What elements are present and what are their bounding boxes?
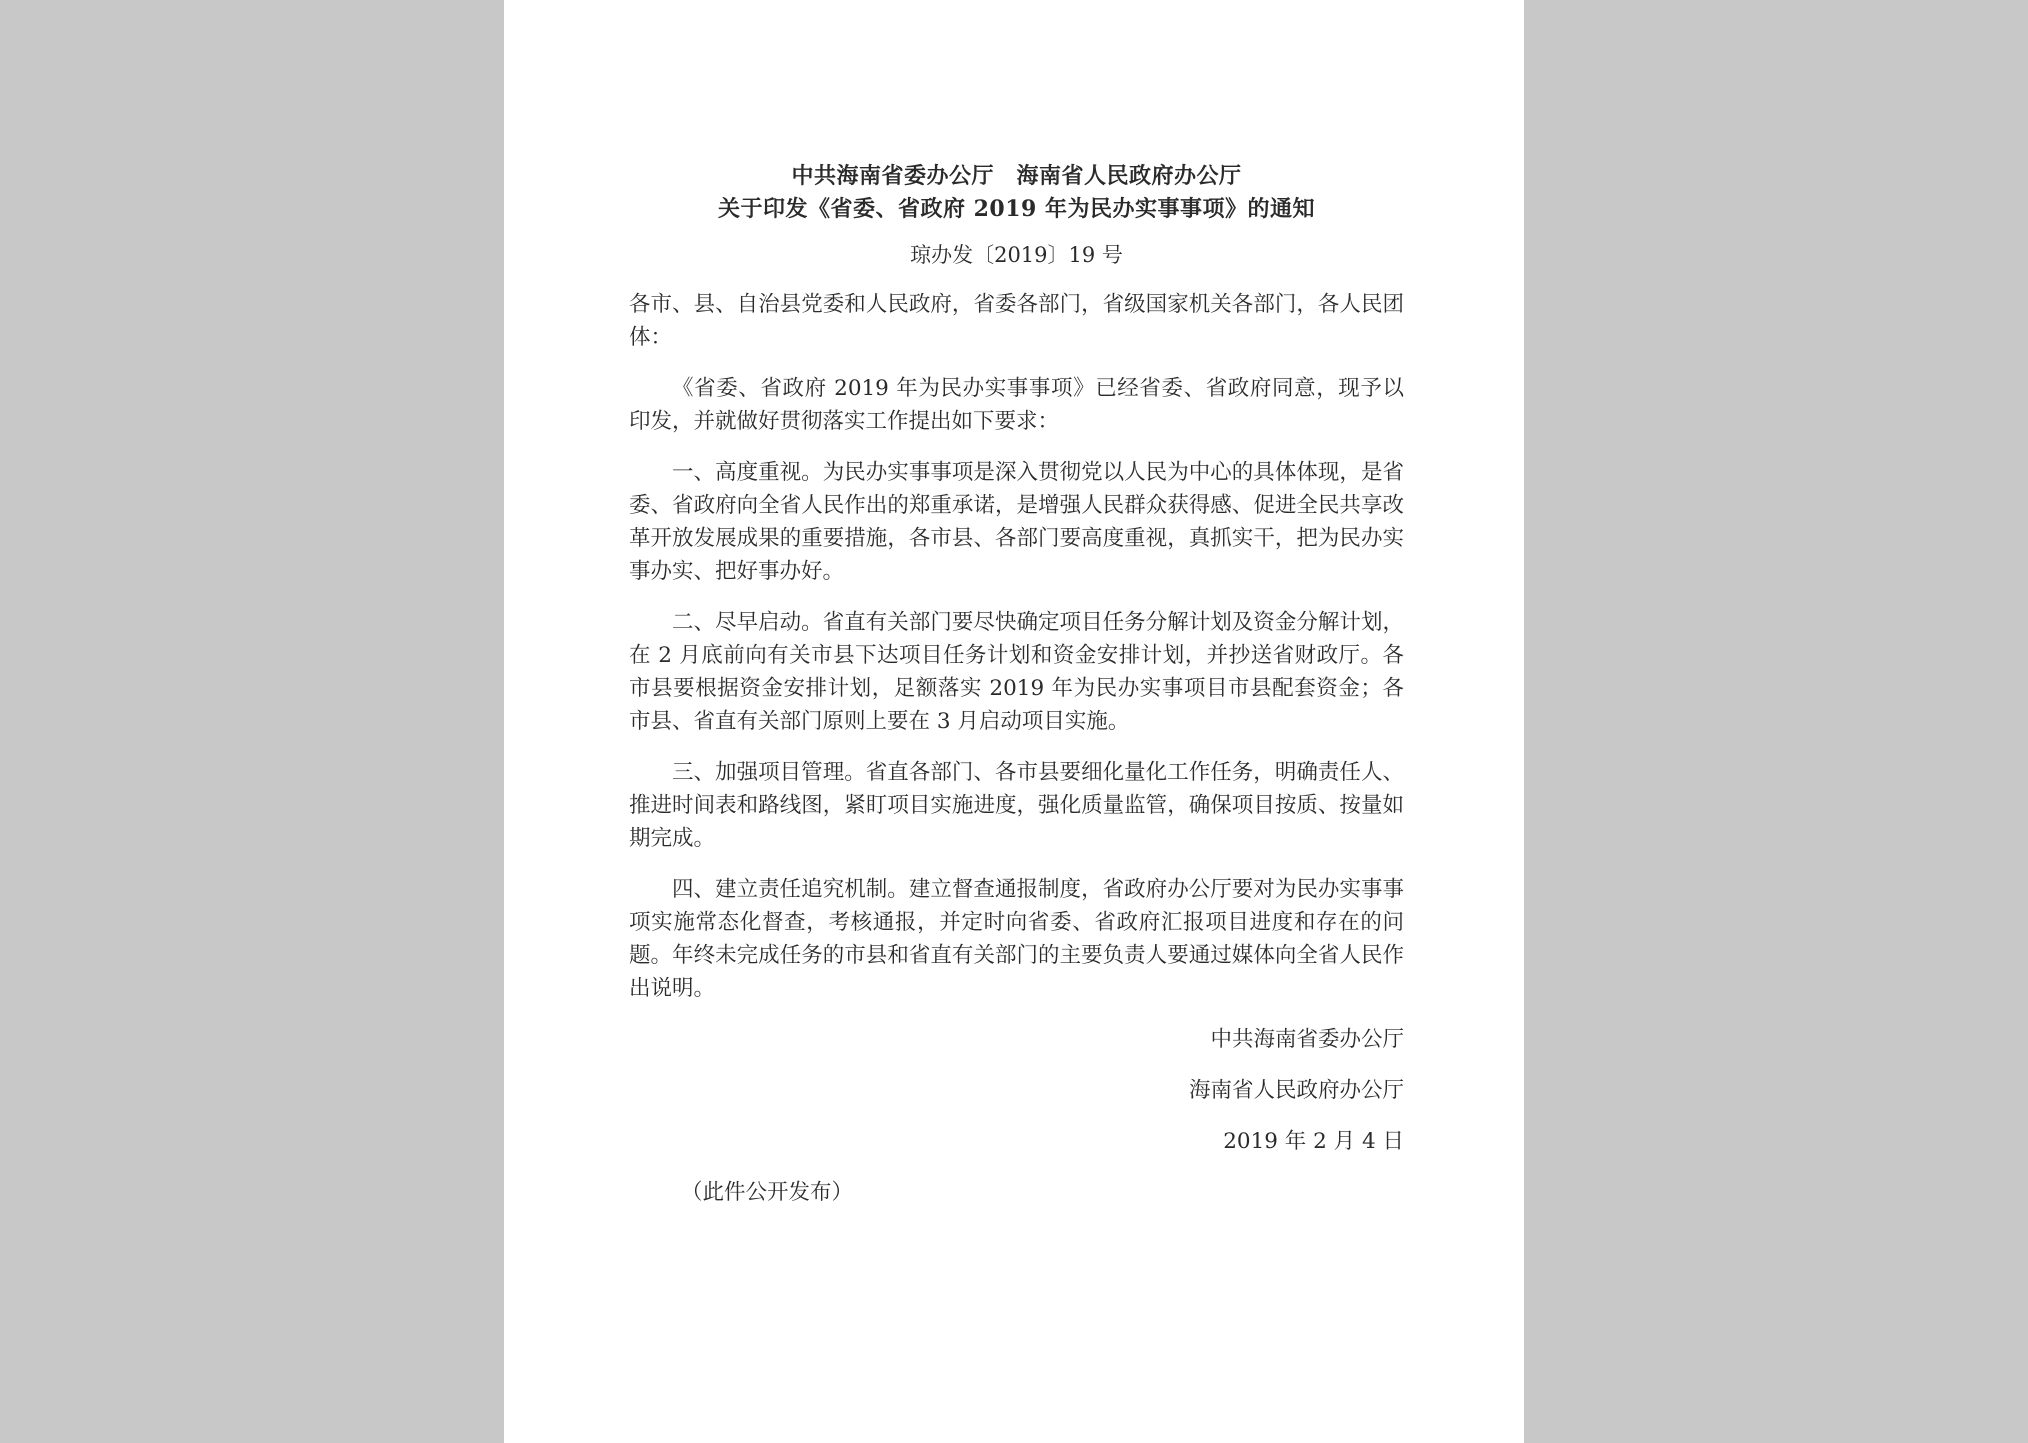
- recipients: 各市、县、自治县党委和人民政府，省委各部门，省级国家机关各部门，各人民团体：: [629, 292, 1404, 350]
- title-line-2: 关于印发《省委、省政府 2019 年为民办实事事项》的通知: [717, 196, 1316, 222]
- document-date: 2019 年 2 月 4 日: [1223, 1129, 1404, 1154]
- requirement-3: 三、加强项目管理。省直各部门、各市县要细化量化工作任务，明确责任人、推进时间表和路线图，紧盯项目实施进度，强化质量监管，确保项目按质、按量如期完成。: [629, 760, 1404, 851]
- title-line-1: 中共海南省委办公厅 海南省人民政府办公厅: [791, 163, 1242, 189]
- requirement-2: 二、尽早启动。省直有关部门要尽快确定项目任务分解计划及资金分解计划，在 2 月底前向有关市县下达项目任务计划和资金安排计划，并抄送省财政厅。各市县要根据资金安排计划，足额落实 2019 年为民办实事项目市县配套资金；各市县、省直有关部门原则上要在 3 月启动项目实施。: [629, 610, 1404, 734]
- signatory-provincial-committee-office: 中共海南省委办公厅: [1210, 1027, 1404, 1052]
- requirement-1: 一、高度重视。为民办实事事项是深入贯彻党以人民为中心的具体体现，是省委、省政府向全省人民作出的郑重承诺，是增强人民群众获得感、促进全民共享改革开放发展成果的重要措施，各市县、各部门要高度重视，真抓实干，把为民办实事办实、把好事办好。: [629, 460, 1404, 584]
- document-page: [504, 0, 1524, 1443]
- requirement-4: 四、建立责任追究机制。建立督查通报制度，省政府办公厅要对为民办实事事项实施常态化督查，考核通报，并定时向省委、省政府汇报项目进度和存在的问题。年终未完成任务的市县和省直有关部门的主要负责人要通过媒体向全省人民作出说明。: [629, 877, 1404, 1001]
- document-content: [629, 150, 1404, 1209]
- signatory-provincial-government-office: 海南省人民政府办公厅: [1188, 1078, 1404, 1103]
- document-title: [629, 160, 1404, 226]
- publication-note: （此件公开发布）: [681, 1180, 854, 1205]
- intro-paragraph: 《省委、省政府 2019 年为民办实事事项》已经省委、省政府同意，现予以印发，并就做好贯彻落实工作提出如下要求：: [629, 376, 1404, 434]
- document-number: 琼办发〔2019〕19 号: [910, 243, 1123, 267]
